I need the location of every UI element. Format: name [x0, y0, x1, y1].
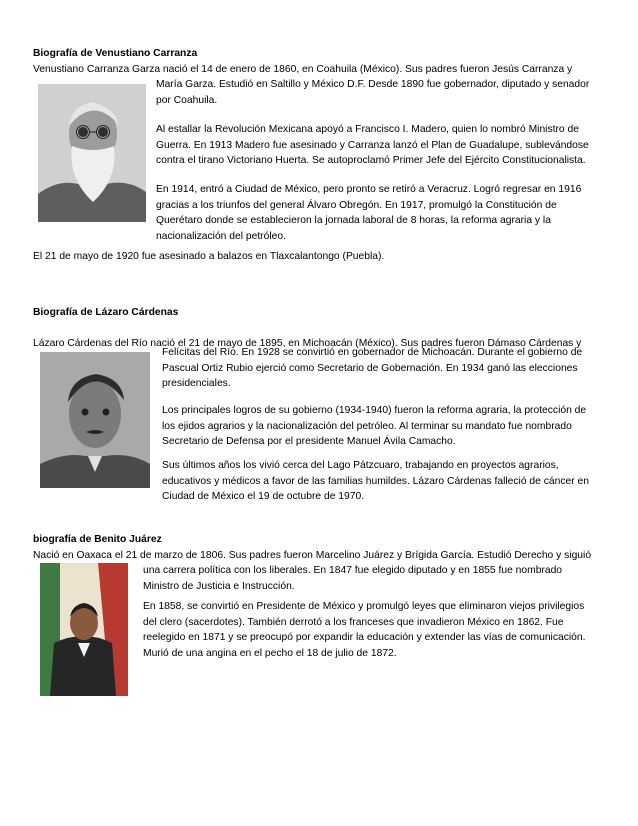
cardenas-p2-text: Los principales logros de su gobierno (1934-1940) fueron la reforma agraria, la protección de los ejidos agrarios y la nacionalización del petróleo. Al terminar su mandato fue nombrado Secretario de Defensa por el presidente Manuel Ávila Camacho.: [162, 405, 587, 448]
carranza-paragraph-2: [156, 122, 601, 169]
carranza-p2-text: Al estallar la Revolución Mexicana apoyó a Francisco I. Madero, quien lo nombró Ministro de Guerra. En 1913 Madero fue asesinado y Carranza lanzó el Plan de Guadalupe, sublevándose contra el tirano Victoriano Huerta. Se autoproclamó Primer Jefe del Ejército Constitucionalista.: [156, 124, 589, 167]
juarez-intro: Nació en Oaxaca el 21 de marzo de 1806. Sus padres fueron Marcelino Juárez y Brígida García. Estudió Derecho y siguió: [33, 549, 592, 561]
juarez-p2-text: En 1858, se convirtió en Presidente de México y promulgó leyes que eliminaron viejos privilegios del clero (sacerdotes). También derrotó a los franceses que invadieron México en 1862. Fue reelegido en 1871 y se preocupó por expandir la educación y extender las vías de comunicación. Murió de una angina en el pecho el 18 de julio de 1872.: [143, 601, 586, 659]
juarez-section: [33, 532, 603, 563]
carranza-title: Biografía de Venustiano Carranza: [33, 48, 198, 59]
juarez-p1-text: una carrera política con los liberales. En 1847 fue elegido diputado y en 1855 fue nombrado Ministro de Justicia e Instrucción.: [143, 565, 563, 592]
cardenas-p3-text: Sus últimos años los vivió cerca del Lago Pátzcuaro, trabajando en proyectos agrarios, educativos y médicos a favor de las familias humildes. Lázaro Cárdenas falleció de cáncer en Ciudad de México el 19 de octubre de 1970.: [162, 460, 589, 503]
carranza-paragraph-3: [156, 182, 601, 244]
carranza-outro: El 21 de mayo de 1920 fue asesinado a balazos en Tlaxcalantongo (Puebla).: [33, 251, 385, 262]
juarez-paragraph-1: [143, 563, 598, 594]
cardenas-title: Biografía de Lázaro Cárdenas: [33, 307, 179, 318]
cardenas-intro: Lázaro Cárdenas del Río nació el 21 de mayo de 1895, en Michoacán (México). Sus padres fueron Dámaso Cárdenas y: [33, 337, 582, 349]
cardenas-paragraph-2: [162, 403, 602, 450]
juarez-painting: [40, 563, 128, 696]
cardenas-p1-text: Felícitas del Río. En 1928 se convirtió en gobernador de Michoacán. Durante el gobierno de Pascual Ortiz Rubio ejerció como Secretario de Gobernación. En 1934 ganó las elecciones presidenciales.: [162, 347, 583, 390]
carranza-paragraph-1: [156, 77, 601, 108]
cardenas-paragraph-1: [162, 345, 602, 392]
carranza-portrait: [38, 84, 146, 222]
carranza-p1-text: María Garza. Estudió en Saltillo y México D.F. Desde 1890 fue gobernador, diputado y senador por Coahuila.: [156, 79, 590, 106]
juarez-paragraph-2: [143, 599, 598, 661]
carranza-section: [33, 46, 603, 77]
juarez-title: biografía de Benito Juárez: [33, 534, 162, 545]
cardenas-portrait: [40, 352, 150, 488]
cardenas-paragraph-3: [162, 458, 602, 505]
carranza-p3-text: En 1914, entró a Ciudad de México, pero pronto se retiró a Veracruz. Logró regresar en 1916 gracias a los triunfos del general Álvaro Obregón. En 1917, promulgó la Constitución de Querétaro donde se establecieron la jornada laboral de 8 horas, la reforma agraria y la nacionalización del petróleo.: [156, 184, 582, 242]
carranza-intro: Venustiano Carranza Garza nació el 14 de enero de 1860, en Coahuila (México). Sus padres fueron Jesús Carranza y: [33, 63, 573, 75]
